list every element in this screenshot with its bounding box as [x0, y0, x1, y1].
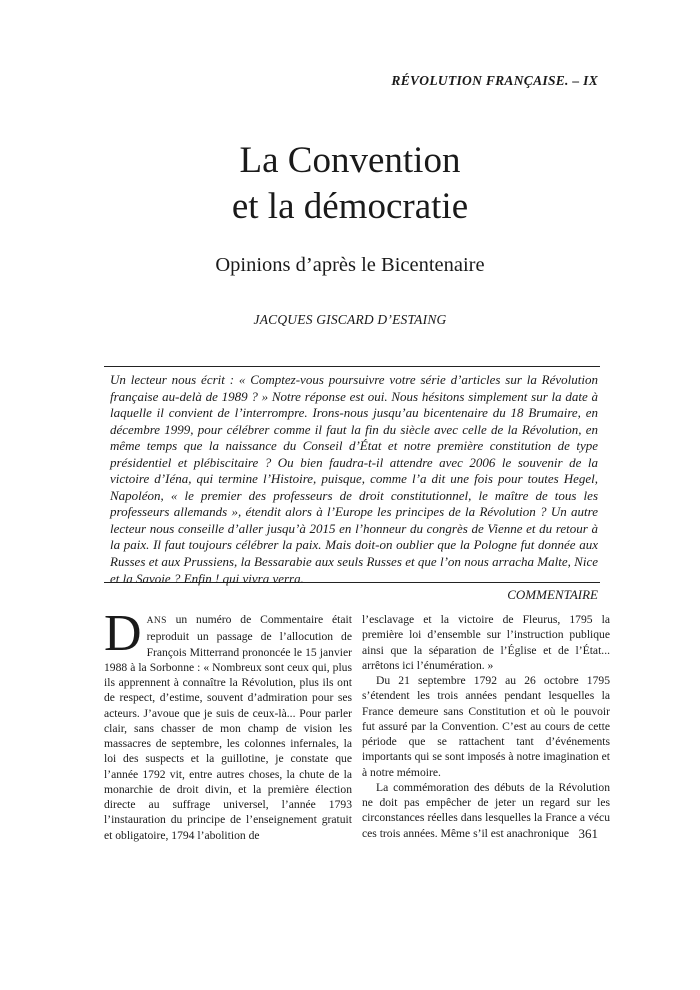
article-subtitle: Opinions d’après le Bicentenaire [215, 254, 485, 276]
body-paragraph: l’esclavage et la victoire de Fleurus, 1795 la première loi d’ensemble sur l’instruction publique ainsi que la séparation de l’Église et de l’État... arrêtons ici l’énumération. » [362, 613, 610, 672]
author-name: JACQUES GISCARD D’ESTAING [253, 312, 447, 327]
title-line-2: et la démocratie [231, 186, 469, 227]
opening-smallcaps: ANS [146, 616, 167, 626]
body-paragraph [104, 605, 352, 843]
body-paragraph: La commémoration des débuts de la Révolution ne doit pas empêcher de jeter un regard sur les circonstances réelles dans lesquelles la France a vécu ces trois années. Même s’il est anachronique [362, 780, 610, 840]
left-column-text: un numéro de Commentaire était reproduit un passage de l’allocution de François Mitterrand prononcée le 15 janvier 1988 à la Sorbonne : « Nombreux sont ceux qui, plus ils apprennent à connaître la Révolution, plus ils ont de respect, d’estime, souvent d’admiration pour ses acteurs. J’avoue que je suis de ceux-là... Pour parler clair, sans chasser de mon champ de vision les massacres de septembre, les colonnes infernales, la loi des suspects et la guillotine, je constate que l’année 1792 vit, entre autres choses, la chute de la monarchie de droit divin, et la première élection directe au suffrage universel, l’année 1793 l’instauration du principe de l’enseignement gratuit et obligatoire, 1794 l’abolition de [104, 613, 352, 842]
drop-cap: D [104, 605, 142, 662]
article-title [0, 138, 700, 230]
body-column-right [362, 612, 610, 841]
body-column-left [104, 605, 352, 843]
intro-bottom-rule [104, 582, 600, 583]
running-head: RÉVOLUTION FRANÇAISE. – IX [391, 73, 598, 88]
editorial-intro [110, 372, 598, 603]
intro-text: Un lecteur nous écrit : « Comptez-vous poursuivre votre série d’articles sur la Révolution française au-delà de 1989 ? » Notre réponse est oui. Nous hésitons simplement sur la date à laquelle il convient de l’interrompre. Irons-nous jusqu’au bicentenaire du 18 Brumaire, en décembre 1999, pour célébrer comme il faut la fin du siècle avec celle de la Révolution, en même temps que la naissance du Conseil d’État et notre première constitution de type présidentiel et plébiscitaire ? Ou bien faudra-t-il attendre avec 2006 le souvenir de la victoire d’Iéna, qui termine l’Histoire, puisque, comme l’a dit une fois pour toutes Hegel, Napoléon, « le premier des professeurs de droit constitutionnel, le maître de tous les professeurs allemands », étendit alors à l’Europe les principes de la Révolution ? Un autre lecteur nous conseille d’aller jusqu’à 2015 en l’honneur du congrès de Vienne et du retour à la paix. Il faut toujours célébrer la paix. Mais doit-on oublier que la Pologne fut donnée aux Russes et aux Prussiens, la Bessarabie aux seuls Russes et que l’on nous arracha Malte, Nice et la Savoie ? Enfin ! qui vivra verra. [110, 372, 598, 586]
intro-top-rule [104, 366, 600, 367]
body-paragraph: Du 21 septembre 1792 au 26 octobre 1795 s’étendent les trois années pendant lesquelles la France demeure sans Constitution et où le pouvoir fut assuré par la Convention. C’est au cours de cette période que se rattachent tant d’événements importants qui se sont imposés à notre imagination et à notre mémoire. [362, 674, 610, 779]
title-line-1: La Convention [239, 140, 461, 181]
intro-signature: COMMENTAIRE [507, 587, 598, 603]
page-number: 361 [578, 826, 598, 841]
